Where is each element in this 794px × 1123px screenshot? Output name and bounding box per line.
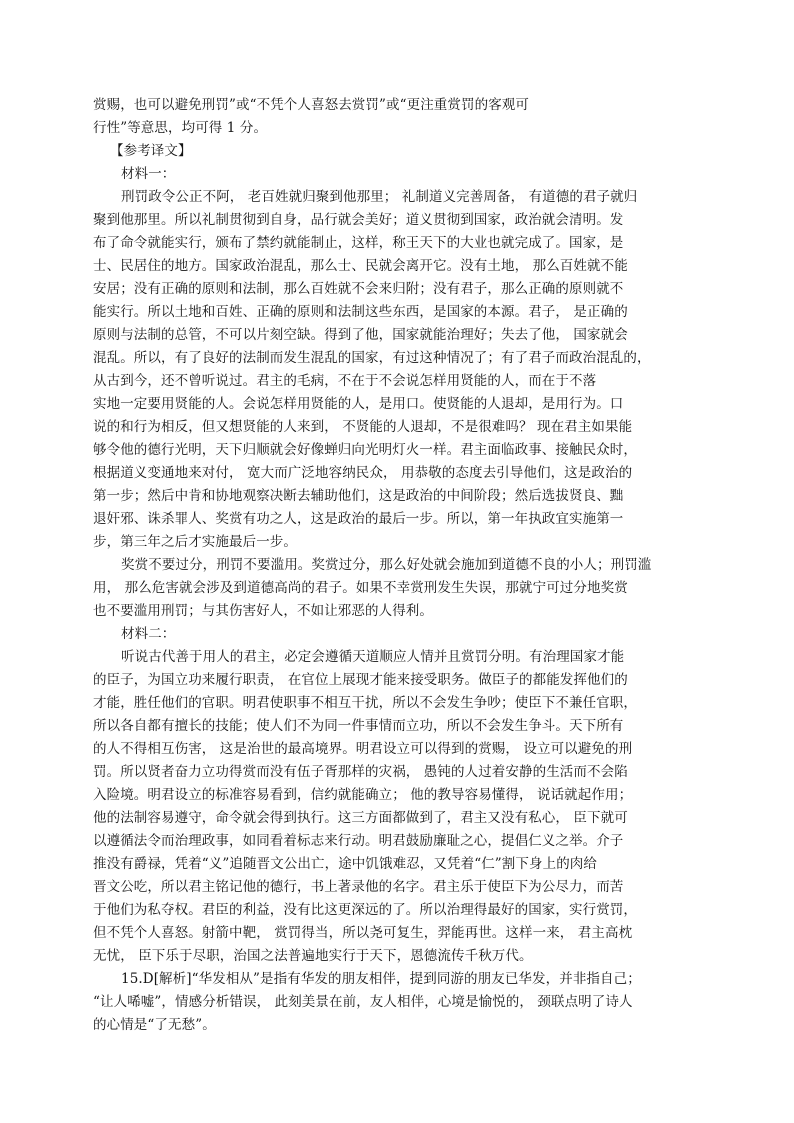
text-line: 奖赏不要过分，刑罚不要滥用。奖赏过分，那么好处就会施加到道德不良的小人；刑罚滥 (121, 557, 652, 573)
text-line: 混乱。所以，有了良好的法制而发生混乱的国家，有过这种情况了；有了君子而政治混乱的， (93, 350, 651, 366)
text-line: 无忧， 臣下乐于尽职，治国之法普遍地实行于天下，恩德流传千秋万代。 (93, 948, 533, 964)
text-line: 的人不得相互伤害， 这是治世的最高境界。明君设立可以得到的赏赐， 设立可以避免的刑 (93, 741, 633, 757)
answer-line: “让人唏嘘”，情感分析错误， 此刻美景在前，友人相伴，心境是愉悦的， 颈联点明了诗人 (93, 994, 633, 1010)
text-line: 步，第三年之后才实施最后一步。 (93, 534, 297, 550)
answer-line: 的心情是“了无愁”。 (93, 1017, 216, 1033)
text-line: 也不要滥用刑罚；与其伤害好人，不如让邪恶的人得利。 (93, 603, 433, 619)
text-line: 行性”等意思，均可得 1 分。 (93, 120, 268, 136)
text-line: 用， 那么危害就会涉及到道德高尚的君子。如果不幸赏刑发生失误，那就宁可过分地奖赏 (93, 580, 628, 596)
text-line: 实地一定要用贤能的人。会说怎样用贤能的人，是用口。使贤能的人退却，是用行为。口 (93, 396, 624, 412)
text-line: 士、民居住的地方。国家政治混乱，那么士、民就会离开它。没有土地， 那么百姓就不能 (93, 258, 628, 274)
text-line: 晋文公吃，所以君主铭记他的德行，书上著录他的名字。君主乐于使臣下为公尽力，而苦 (93, 879, 624, 895)
text-line: 赏赐，也可以避免刑罚”或“不凭个人喜怒去赏罚”或“更注重赏罚的客观可 (93, 97, 530, 113)
text-line: 第一步；然后中肯和协地观察决断去辅助他们，这是政治的中间阶段；然后选拔贤良、黜 (93, 488, 624, 504)
text-line: 他的法制容易遵守，命令就会得到执行。这三方面都做到了，君主又没有私心， 臣下就可 (93, 810, 628, 826)
text-line: 根据道义变通地来对付， 宽大而广泛地容纳民众， 用恭敬的态度去引导他们，这是政治的 (93, 465, 633, 481)
text-line: 够令他的德行光明，天下归顺就会好像蝉归向光明灯火一样。君主面临政事、接触民众时， (93, 442, 637, 458)
text-line: 入险境。明君设立的标准容易看到，信约就能确立； 他的教导容易懂得， 说话就起作用； (93, 787, 633, 803)
text-line: 所以各自都有擅长的技能；使人们不为同一件事情而立功，所以不会发生争斗。天下所有 (93, 718, 624, 734)
text-line: 听说古代善于用人的君主，必定会遵循天道顺应人情并且赏罚分明。有治理国家才能 (121, 649, 625, 665)
text-line: 布了命令就能实行，颁布了禁约就能制止，这样，称王天下的大业也就完成了。国家，是 (93, 235, 624, 251)
text-line: 于他们为私夺权。君臣的利益，没有比这更深远的了。所以治理得最好的国家，实行赏罚， (93, 902, 637, 918)
material-heading: 材料二： (121, 626, 176, 642)
text-line: 罚。所以贤者奋力立功得赏而没有伍子胥那样的灾祸， 愚钝的人过着安静的生活而不会陷 (93, 764, 628, 780)
text-line: 聚到他那里。所以礼制贯彻到自身，品行就会美好；道义贯彻到国家，政治就会清明。发 (93, 212, 624, 228)
text-line: 原则与法制的总管，不可以片刻空缺。得到了他，国家就能治理好；失去了他， 国家就会 (93, 327, 628, 343)
text-line: 但不凭个人喜怒。射箭中靶， 赏罚得当，所以尧可复生，羿能再世。这样一来， 君主高枕 (93, 925, 633, 941)
section-heading: 【参考译文】 (110, 143, 192, 159)
text-line: 的臣子，为国立功来履行职责， 在官位上展现才能来接受职务。做臣子的都能发挥他们的 (93, 672, 628, 688)
text-line: 以遵循法令而治理政事，如同看着标志来行动。明君鼓励廉耻之心，提倡仁义之举。介子 (93, 833, 624, 849)
material-heading: 材料一： (121, 166, 176, 182)
text-line: 从古到今，还不曾听说过。君主的毛病，不在于不会说怎样用贤能的人，而在于不落 (93, 373, 597, 389)
text-line: 推没有爵禄，凭着“义”追随晋文公出亡，途中饥饿难忍，又凭着“仁”割下身上的肉给 (93, 856, 598, 872)
text-line: 才能，胜任他们的官职。明君使职事不相互干扰，所以不会发生争吵；使臣下不兼任官职， (93, 695, 637, 711)
text-line: 安居；没有正确的原则和法制，那么百姓就不会来归附；没有君子，那么正确的原则就不 (93, 281, 624, 297)
answer-line: 15.D[解析]“华发相从”是指有华发的朋友相伴，提到同游的朋友已华发，并非指自己； (121, 971, 641, 987)
text-line: 说的和行为相反，但又想贤能的人来到， 不贤能的人退却，不是很难吗？ 现在君主如果能 (93, 419, 633, 435)
text-line: 能实行。所以土地和百姓、正确的原则和法制这些东西，是国家的本源。君子， 是正确的 (93, 304, 628, 320)
text-line: 退奸邪、诛杀罪人、奖赏有功之人，这是政治的最后一步。所以，第一年执政宜实施第一 (93, 511, 624, 527)
text-line: 刑罚政令公正不阿， 老百姓就归聚到他那里； 礼制道义完善周备， 有道德的君子就归 (121, 189, 638, 205)
